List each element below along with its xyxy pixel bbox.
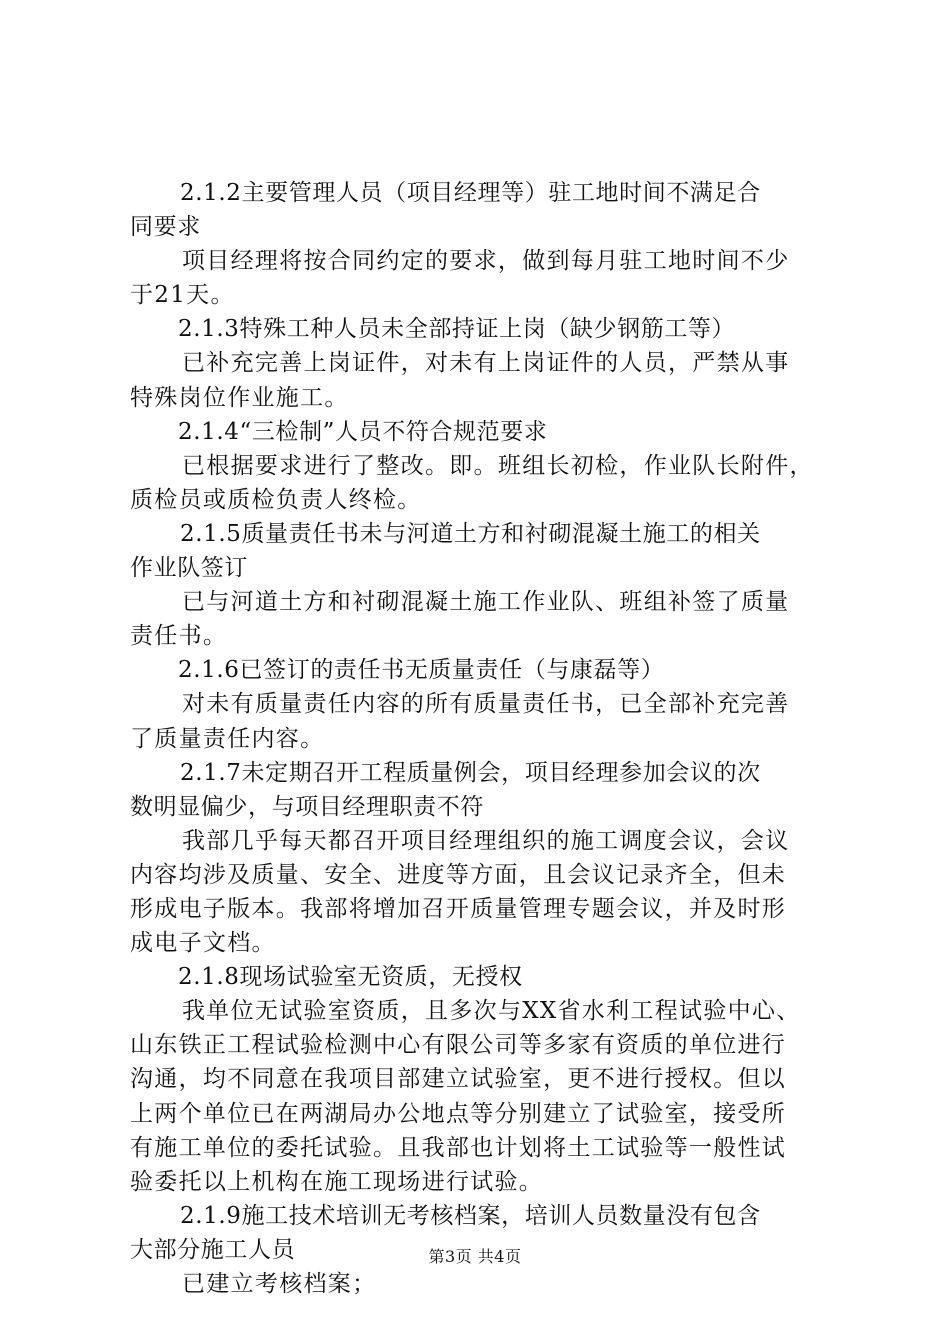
paragraph-line: 沟通，均不同意在我项目部建立试验室，更不进行授权。但以 bbox=[130, 1066, 787, 1093]
paragraph-line: 成电子文档。 bbox=[130, 930, 276, 957]
section-heading-line: 2.1.6已签订的责任书无质量责任（与康磊等） bbox=[178, 657, 665, 684]
section-heading-line: 同要求 bbox=[130, 214, 201, 241]
document-body bbox=[130, 176, 835, 1301]
section-heading-line: 2.1.4“三检制”人员不符合规范要求 bbox=[178, 418, 548, 445]
paragraph-line: 质检员或质检负责人终检。 bbox=[130, 486, 422, 513]
paragraph-line: 上两个单位已在两湖局办公地点等分别建立了试验室，接受所 bbox=[130, 1100, 787, 1127]
paragraph-line: 已与河道土方和衬砌混凝土施工作业队、班组补签了质量 bbox=[182, 589, 790, 616]
section-heading-line: 2.1.3特殊工种人员未全部持证上岗（缺少钢筋工等） bbox=[178, 316, 736, 343]
section-heading-line: 数明显偏少，与项目经理职责不符 bbox=[130, 793, 484, 820]
section-heading-line: 2.1.7未定期召开工程质量例会，项目经理参加会议的次 bbox=[180, 759, 761, 786]
paragraph-line: 于21天。 bbox=[130, 282, 235, 309]
paragraph-line: 内容均涉及质量、安全、进度等方面，且会议记录齐全，但未 bbox=[130, 861, 787, 888]
paragraph-line: 我部几乎每天都召开项目经理组织的施工调度会议，会议 bbox=[182, 827, 790, 854]
paragraph-line: 验委托以上机构在施工现场进行试验。 bbox=[130, 1168, 544, 1195]
paragraph-line: 山东铁正工程试验检测中心有限公司等多家有资质的单位进行 bbox=[130, 1032, 787, 1059]
section-heading-line: 2.1.9施工技术培训无考核档案，培训人员数量没有包含 bbox=[180, 1202, 761, 1229]
paragraph-line: 责任书。 bbox=[130, 623, 228, 650]
section-heading-line: 大部分施工人员 bbox=[130, 1236, 296, 1263]
page-footer: 第3页 共4页 bbox=[428, 1247, 522, 1266]
paragraph-line: 形成电子版本。我部将增加召开质量管理专题会议，并及时形 bbox=[130, 895, 787, 922]
paragraph-line: 已补充完善上岗证件，对未有上岗证件的人员，严禁从事 bbox=[182, 350, 790, 377]
paragraph-line: 已建立考核档案； bbox=[182, 1271, 377, 1297]
paragraph-line: 项目经理将按合同约定的要求，做到每月驻工地时间不少 bbox=[182, 248, 790, 275]
paragraph-line: 特殊岗位作业施工。 bbox=[130, 384, 349, 411]
section-heading-line: 2.1.2主要管理人员（项目经理等）驻工地时间不满足合 bbox=[180, 180, 761, 206]
paragraph-line: 已根据要求进行了整改。即。班组长初检，作业队长附件， bbox=[182, 452, 814, 479]
paragraph-line: 我单位无试验室资质，且多次与XX省水利工程试验中心、 bbox=[182, 998, 801, 1025]
section-heading-line: 作业队签订 bbox=[130, 555, 248, 582]
section-heading-line: 2.1.8现场试验室无资质，无授权 bbox=[178, 964, 523, 991]
section-heading-line: 2.1.5质量责任书未与河道土方和衬砌混凝土施工的相关 bbox=[180, 520, 761, 547]
paragraph-line: 对未有质量责任内容的所有质量责任书，已全部补充完善 bbox=[182, 691, 790, 718]
paragraph-line: 了质量责任内容。 bbox=[130, 725, 325, 752]
paragraph-line: 有施工单位的委托试验。且我部也计划将土工试验等一般性试 bbox=[130, 1134, 787, 1161]
